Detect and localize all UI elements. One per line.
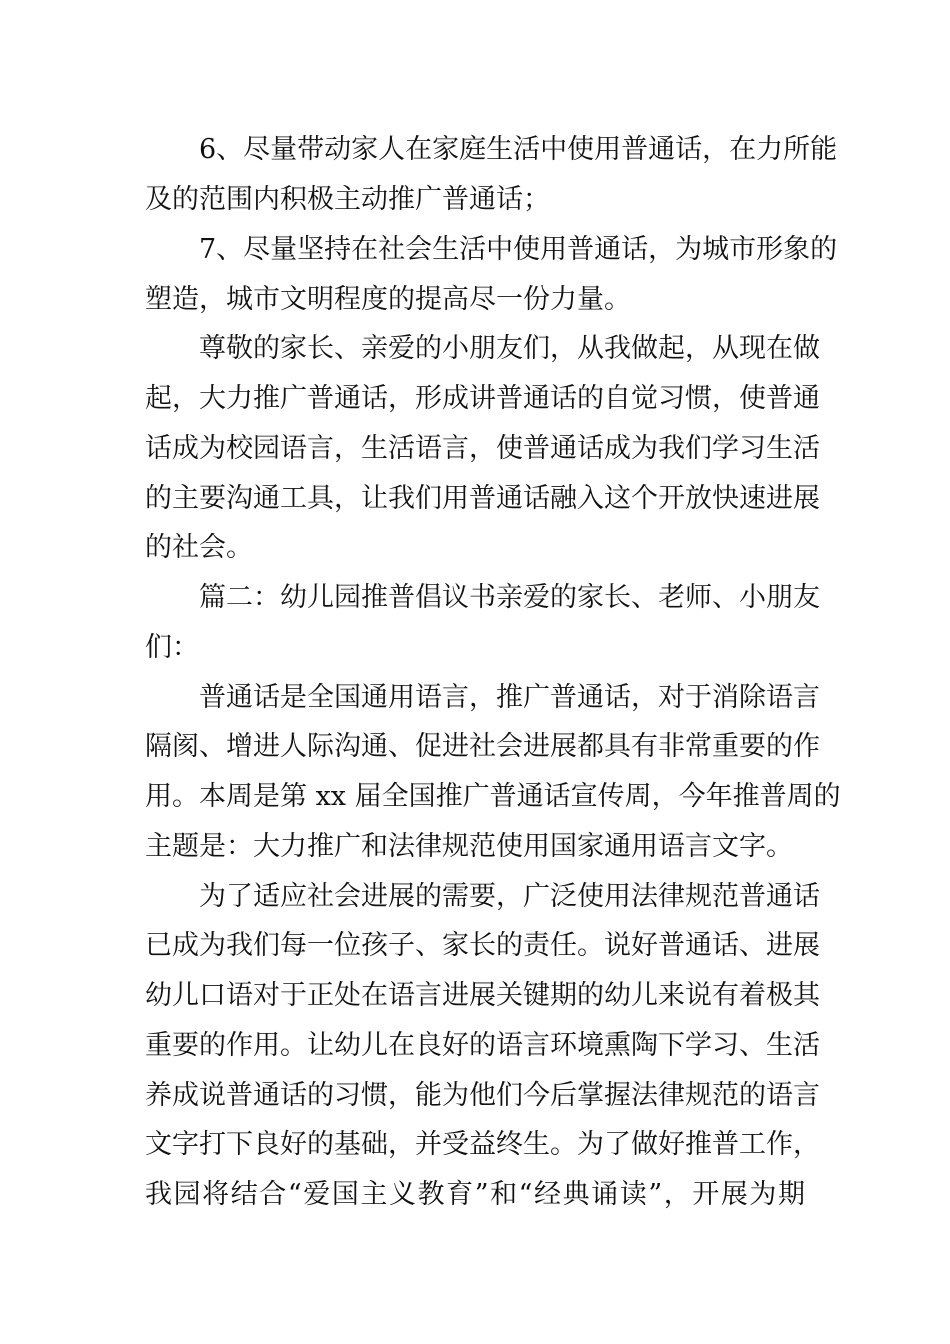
- text-line: 养成说普通话的习惯，能为他们今后掌握法律规范的语言: [145, 1080, 820, 1111]
- text-line: 尊敬的家长、亲爱的小朋友们，从我做起，从现在做: [199, 333, 820, 364]
- text-line: 普通话是全国通用语言，推广普通话，对于消除语言: [199, 682, 820, 713]
- text-line: 隔阂、增进人际沟通、促进社会进展都具有非常重要的作: [145, 731, 820, 762]
- text-line: 已成为我们每一位孩子、家长的责任。说好普通话、进展: [145, 930, 820, 961]
- text-line: 幼儿口语对于正处在语言进展关键期的幼儿来说有着极其: [145, 980, 820, 1011]
- text-line: 主题是：大力推广和法律规范使用国家通用语言文字。: [145, 831, 793, 862]
- text-line: 的主要沟通工具，让我们用普通话融入这个开放快速进展: [145, 483, 820, 514]
- text-line: 篇二：幼儿园推普倡议书亲爱的家长、老师、小朋友: [199, 582, 820, 613]
- text-line: 塑造，城市文明程度的提高尽一份力量。: [145, 284, 631, 315]
- text-line: 起，大力推广普通话，形成讲普通话的自觉习惯，使普通: [145, 383, 820, 414]
- text-line: 文字打下良好的基础，并受益终生。为了做好推普工作，: [145, 1129, 820, 1160]
- text-line: 用。本周是第 xx 届全国推广普通话宣传周，今年推普周的: [145, 781, 841, 812]
- text-line: 6、尽量带动家人在家庭生活中使用普通话，在力所能: [199, 134, 838, 165]
- text-line: 为了适应社会进展的需要，广泛使用法律规范普通话: [199, 881, 820, 912]
- text-line: 的社会。: [145, 532, 253, 563]
- text-line: 我园将结合“爱国主义教育”和“经典诵读”，开展为期: [145, 1179, 805, 1210]
- text-line: 们：: [145, 632, 199, 663]
- text-line: 重要的作用。让幼儿在良好的语言环境熏陶下学习、生活: [145, 1030, 820, 1061]
- text-line: 话成为校园语言，生活语言，使普通话成为我们学习生活: [145, 433, 820, 464]
- text-line: 及的范围内积极主动推广普通话；: [145, 184, 550, 215]
- text-line: 7、尽量坚持在社会生活中使用普通话，为城市形象的: [199, 234, 838, 265]
